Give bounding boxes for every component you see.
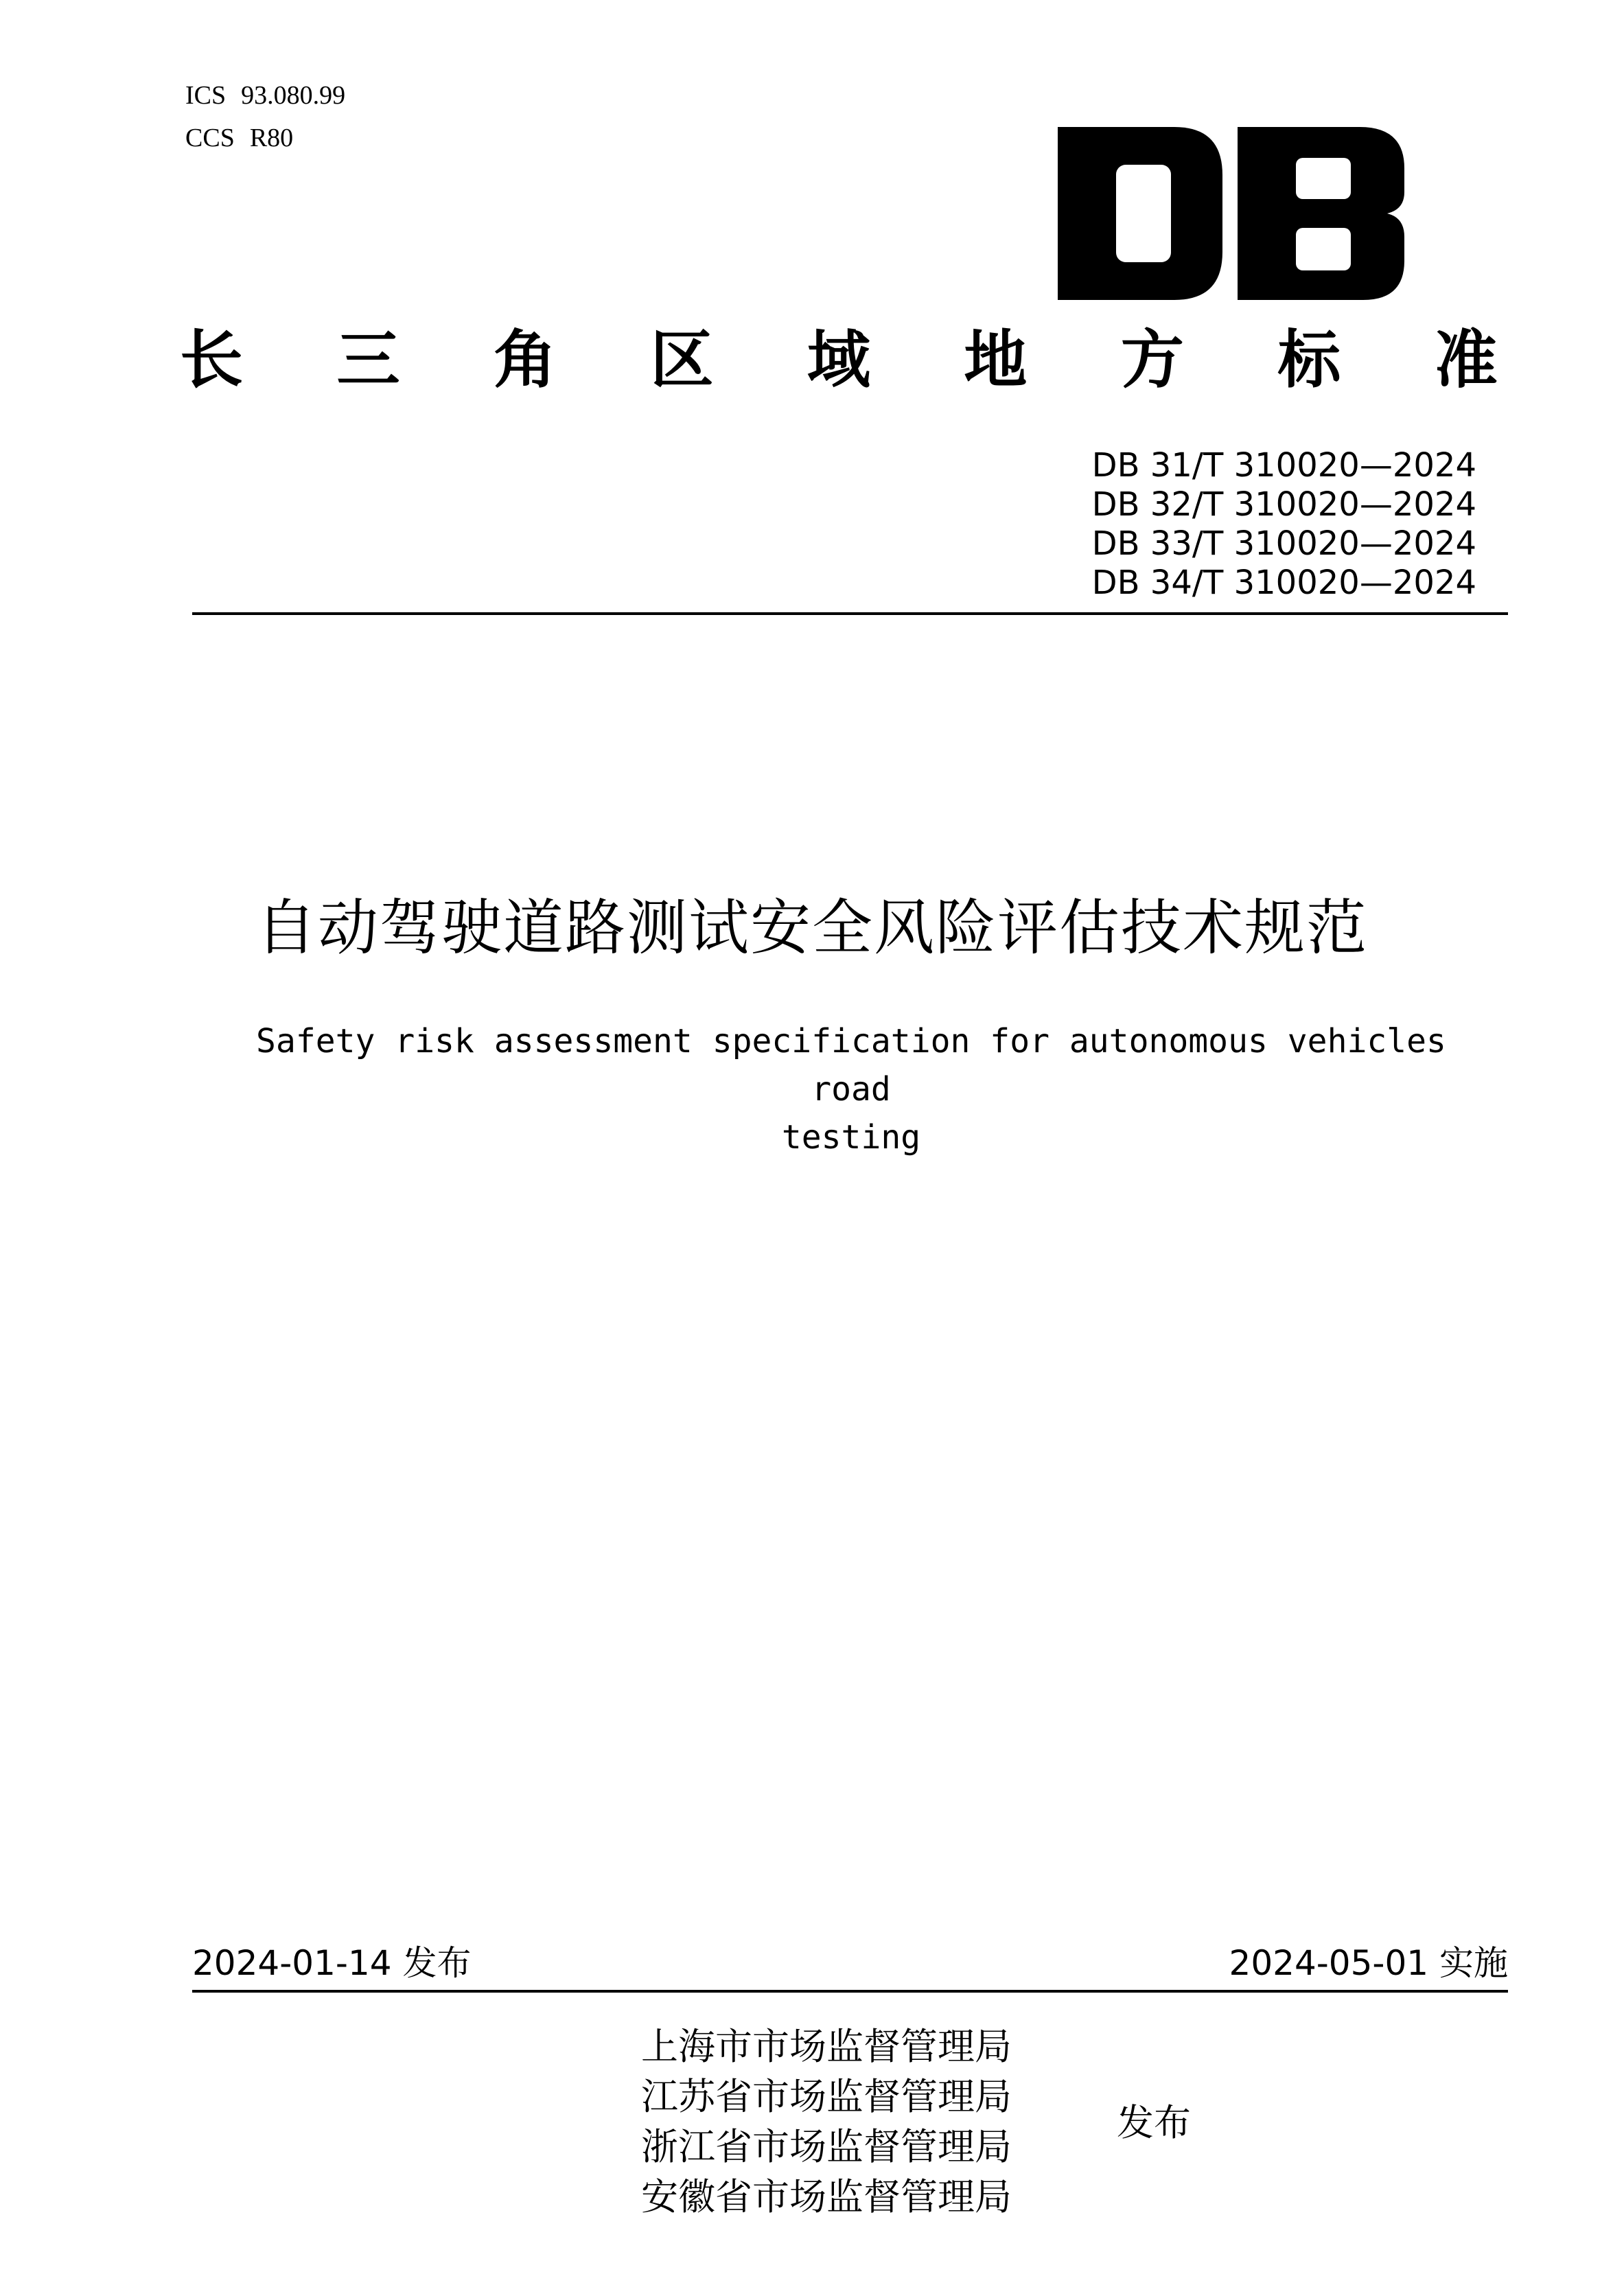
region-char: 方: [1120, 323, 1184, 397]
region-standard-title: [180, 317, 1498, 397]
standard-number-list: [1092, 446, 1476, 603]
issuer: 安徽省市场监督管理局: [641, 2175, 1012, 2218]
ccs-code: R80: [249, 124, 294, 152]
publish-label: 发布: [1117, 2101, 1191, 2144]
region-char: 地: [964, 323, 1028, 397]
issuer: 上海市市场监督管理局: [641, 2025, 1012, 2068]
issue-date: 2024-01-14 发布: [192, 1943, 472, 1983]
standard-number: DB 32/T 310020—2024: [1091, 485, 1476, 524]
region-char: 三: [336, 323, 400, 397]
classification-codes: [185, 74, 360, 159]
implementation-date: 2024-05-01 实施: [1229, 1943, 1508, 1983]
standard-number: DB 34/T 310020—2024: [1091, 564, 1476, 602]
ccs-label: CCS: [185, 124, 235, 152]
issuer: 江苏省市场监督管理局: [641, 2075, 1012, 2118]
standard-number: DB 31/T 310020—2024: [1091, 446, 1476, 485]
ics-label: ICS: [185, 81, 227, 110]
document-title-chinese: 自动驾驶道路测试安全风险评估技术规范: [255, 892, 1368, 963]
ics-code: 93.080.99: [241, 81, 346, 110]
ccs-row: [185, 117, 360, 159]
region-char: 标: [1277, 323, 1341, 397]
standard-number: DB 33/T 310020—2024: [1091, 524, 1476, 563]
region-char: 准: [1434, 323, 1498, 397]
issuing-authorities: [641, 2021, 1012, 2222]
region-char: 角: [493, 323, 557, 397]
english-title-line: testing: [781, 1118, 921, 1157]
region-char: 域: [807, 323, 870, 397]
region-char: 区: [650, 323, 714, 397]
region-char: 长: [180, 323, 244, 397]
document-title-english: [220, 1017, 1483, 1161]
issuer: 浙江省市场监督管理局: [641, 2125, 1012, 2168]
ics-row: [185, 74, 360, 117]
db-logo: [1058, 127, 1404, 300]
top-divider: [192, 612, 1508, 615]
bottom-divider: [192, 1990, 1508, 1993]
english-title-line: Safety risk assessment specification for autonomous vehicles road: [256, 1022, 1446, 1109]
